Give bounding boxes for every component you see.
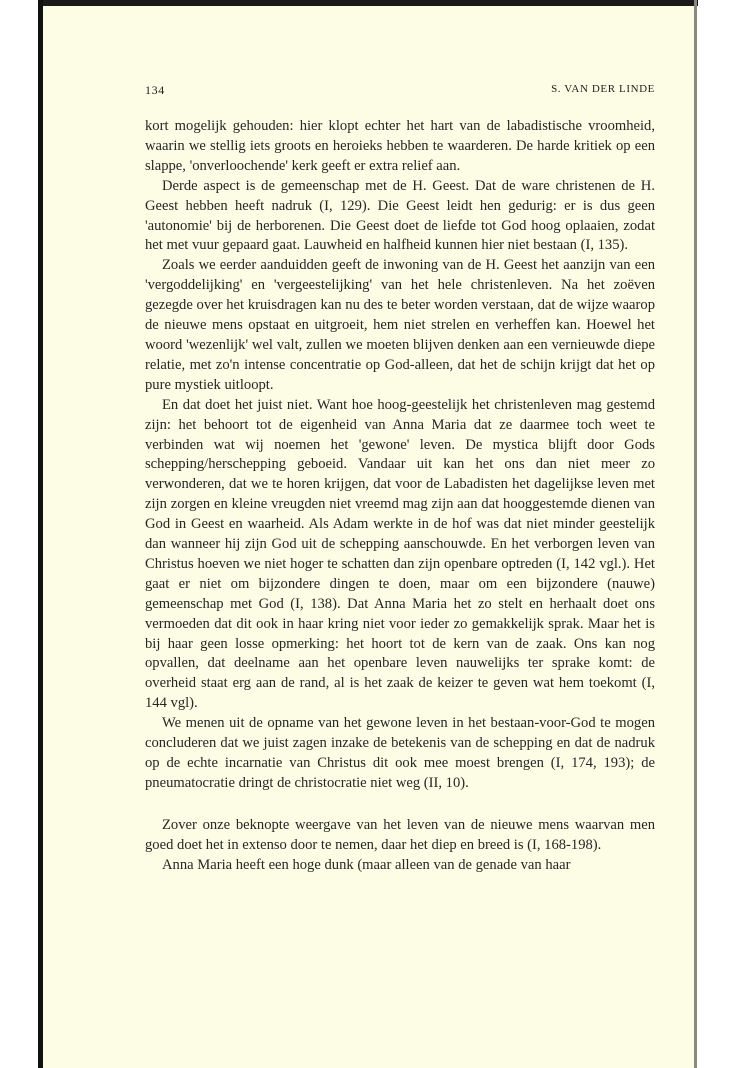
- paragraph: kort mogelijk gehouden: hier klopt echter het hart van de labadistische vroomheid, waarin we stellig iets groots en heroieks hebben te waarderen. De harde kritiek op een slappe, 'onverloochende' kerk geeft er extra relief aan.: [145, 118, 655, 174]
- paragraph: We menen uit de opname van het gewone leven in het bestaan-voor-God te mogen concluderen dat we juist zagen inzake de betekenis van de schepping en dat de nadruk op de echte incarnatie van Christus dit ook mee moest brengen (I, 174, 193); de pneumatocratie dringt de christocratie niet weg (II, 10).: [145, 715, 655, 791]
- paragraph: En dat doet het juist niet. Want hoe hoog-geestelijk het christenleven mag gestemd zijn: het behoort tot de eigenheid van Anna Maria dat ze daarmee toch weet te verbinden wat wij noemen het 'gewone' leven. De mystica blijft door Gods schepping/herschepping geboeid. Vandaar uit kan het ons dan niet meer zo verwonderen, dat we te horen krijgen, dat voor de Labadisten het dagelijkse leven met zijn zorgen en kleine vreugden niet vreemd mag zijn aan dat hooggestemde dienen van God in Geest en waarheid. Als Adam werkte in de hof was dat niet minder geestelijk dan wanneer hij zijn God uit de schepping aanschouwde. En het verborgen leven van Christus hoeven we niet hoger te schatten dan zijn openbare optreden (I, 142 vgl.). Het gaat er niet om bijzondere dingen te doen, maar om een bijzondere (nauwe) gemeenschap met God (I, 138). Dat Anna Maria het zo stelt en herhaalt doet ons vermoeden dat dit ook in haar kring niet voor ieder zo gemakkelijk sprak. Maar het is bij haar geen losse opmerking: het hoort tot de kern van de zaak. Ons kan nog opvallen, dat deelname aan het openbare leven nauwelijks ter sprake komt: de overheid staat erg aan de rand, al is het zaak de keizer te geven wat hem toekomt (I, 144 vgl).: [145, 396, 655, 712]
- body-text: [145, 117, 655, 876]
- scan-border-right: [694, 0, 697, 1068]
- paragraph: Zoals we eerder aanduidden geeft de inwoning van de H. Geest het aanzijn van een 'vergoddelijking' en 'vergeestelijking' van het hele christenleven. Na het zoëven gezegde over het kruisdragen kan nu des te beter worden verstaan, dat de wijze waarop de nieuwe mens opstaat en uitgroeit, hem niet strelen en verheffen kan. Hoewel het woord 'wezenlijk' wel valt, zullen we moeten blijven denken aan een vernieuwde diepe relatie, met zo'n intense concentratie op God-alleen, dat het de schijn krijgt dat het op pure mystiek uitloopt.: [145, 257, 655, 393]
- running-title: S. VAN DER LINDE: [551, 83, 655, 95]
- paragraph: Zover onze beknopte weergave van het leven van de nieuwe mens waarvan men goed doet het in extenso door te nemen, daar het diep en breed is (I, 168-198).: [145, 816, 655, 853]
- running-header: [145, 83, 655, 101]
- paragraph: Anna Maria heeft een hoge dunk (maar alleen van de genade van haar: [162, 856, 571, 873]
- page-number: 134: [145, 83, 165, 97]
- paragraph: Derde aspect is de gemeenschap met de H. Geest. Dat de ware christenen de H. Geest hebben heeft nadruk (I, 129). Die Geest leidt hen gedurig: er is dus geen 'autonomie' bij de herborenen. Die Geest doet de liefde tot God hoog oplaaien, zodat het met vuur gepaard gaat. Lauwheid en halfheid kunnen hier niet bestaan (I, 135).: [145, 177, 655, 254]
